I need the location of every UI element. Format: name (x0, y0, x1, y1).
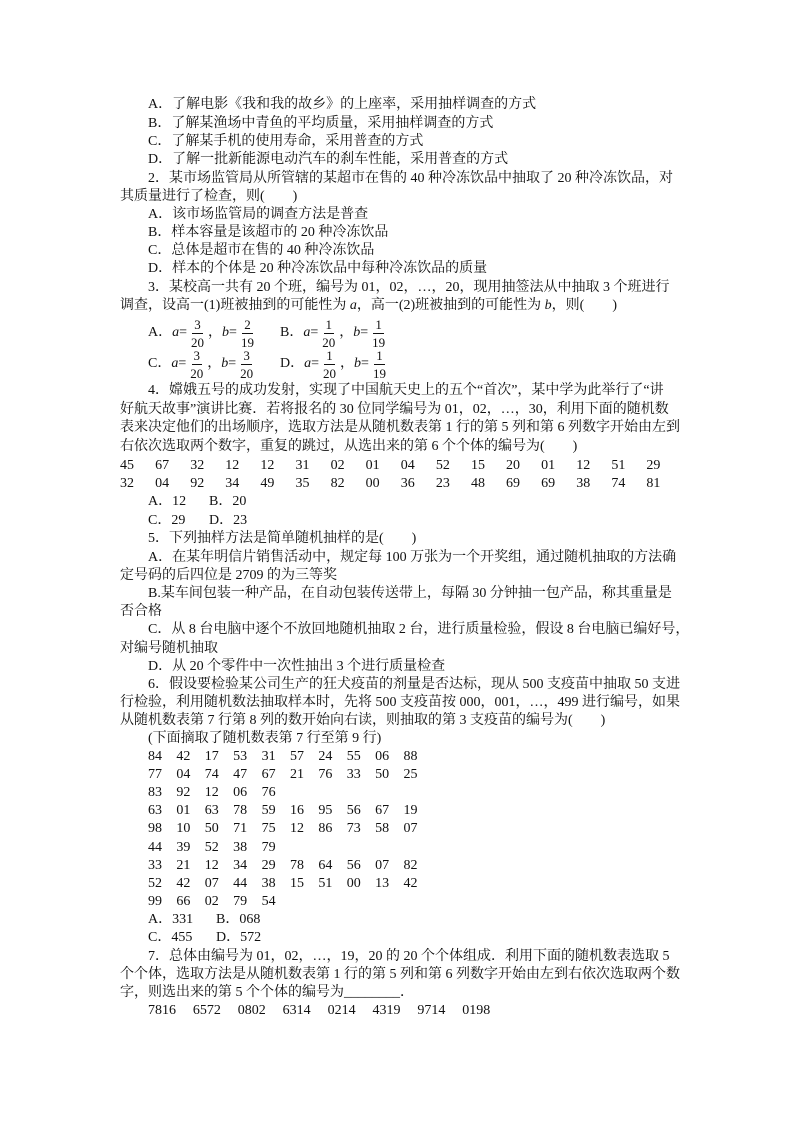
random-number: 04 (155, 476, 170, 491)
denominator: 19 (372, 365, 386, 381)
denominator: 19 (240, 334, 254, 350)
equals-sign: = (360, 325, 369, 340)
q6-option-c: C．455 (148, 930, 193, 945)
random-number: 32 (190, 458, 205, 473)
random-number: 56 (346, 857, 361, 873)
random-number: 42 (403, 875, 418, 891)
random-number: 4319 (372, 1003, 401, 1018)
q6-option-a: A．331 (148, 912, 194, 927)
q5-option-a-cont: 定号码的后四位是 2709 的为三等奖 (120, 568, 337, 583)
random-table-row (148, 875, 432, 893)
equals-sign: = (228, 356, 237, 371)
random-number: 01 (365, 458, 380, 473)
random-number: 63 (204, 803, 219, 819)
q5-option-a: A．在某年明信片销售活动中，规定每 100 万张为一个开奖组，通过随机抽取的方法确 (148, 550, 677, 565)
random-number: 33 (346, 767, 361, 783)
random-number: 31 (295, 458, 310, 473)
random-table-row (148, 802, 432, 820)
q3-option-d (280, 345, 390, 383)
random-number: 51 (611, 458, 626, 473)
random-number: 49 (260, 476, 275, 491)
numerator: 3 (243, 347, 250, 363)
equals-sign: = (178, 356, 187, 371)
numerator: 1 (375, 316, 382, 332)
random-number: 82 (403, 857, 418, 873)
random-number: 25 (403, 767, 418, 783)
random-number: 53 (233, 749, 248, 764)
numerator: 1 (326, 347, 333, 363)
random-number: 04 (176, 767, 191, 783)
random-number: 54 (261, 893, 276, 909)
random-number: 04 (400, 458, 415, 473)
random-number: 74 (204, 767, 219, 783)
q5-stem-line: 5．下列抽样方法是简单随机抽样的是( ) (148, 531, 417, 546)
equals-sign: = (311, 356, 320, 371)
random-number: 50 (375, 767, 390, 783)
random-number: 63 (148, 803, 162, 819)
random-number: 56 (346, 803, 361, 819)
option-label: D． (280, 356, 305, 371)
random-table-row (148, 1002, 507, 1020)
q3-stem-line: 3．某校高一共有 20 个班，编号为 01，02，…，20，现用抽签法从中抽取 3 个班进行 (148, 280, 670, 295)
random-number: 58 (375, 821, 390, 837)
q5-option-c: C．从 8 台电脑中逐个不放回地随机抽取 2 台，进行质量检验，假设 8 台电脑已编好号， (148, 622, 690, 637)
q4-stem-line: 右依次选取两个数字，重复的跳过，从选出来的第 6 个个体的编号为( ) (120, 439, 578, 454)
random-number: 9714 (417, 1003, 446, 1018)
random-number: 38 (576, 476, 591, 491)
random-number: 29 (646, 458, 661, 473)
random-number: 29 (261, 857, 276, 873)
equals-sign: = (229, 325, 237, 340)
random-number: 59 (261, 803, 276, 819)
random-number: 12 (225, 458, 240, 473)
random-number: 35 (295, 476, 310, 491)
random-table-row (148, 784, 290, 802)
random-table-row (148, 748, 432, 766)
random-table-row (148, 893, 290, 911)
denominator: 19 (372, 334, 386, 350)
q4-option-a: A．12 (148, 494, 187, 509)
equals-sign: = (310, 325, 319, 340)
random-table-row (148, 820, 432, 838)
fraction (371, 347, 388, 382)
random-number: 13 (375, 875, 390, 891)
random-number: 78 (289, 857, 304, 873)
random-table-row (120, 475, 682, 493)
random-number: 34 (225, 476, 240, 491)
random-number: 83 (148, 785, 162, 801)
variable-b: b (544, 298, 552, 313)
random-number: 07 (204, 875, 219, 891)
random-number: 71 (233, 821, 248, 837)
denominator: 20 (322, 334, 336, 350)
numerator: 1 (376, 347, 383, 363)
random-number: 07 (375, 857, 390, 873)
random-table-row (148, 839, 290, 857)
q5-option-c-cont: 对编号随机抽取 (120, 641, 218, 656)
random-number: 39 (176, 839, 191, 855)
random-number: 6572 (192, 1003, 221, 1018)
random-number: 24 (318, 749, 333, 764)
option-label: B． (280, 325, 304, 340)
stem-text: ，高一(2)班被抽到的可能性为 (356, 298, 545, 313)
random-number: 12 (289, 821, 304, 837)
random-number: 16 (289, 803, 304, 819)
q2-stem-line: 其质量进行了检查，则( ) (120, 189, 298, 204)
random-number: 44 (233, 875, 248, 891)
random-number: 20 (506, 458, 521, 473)
random-number: 01 (176, 803, 191, 819)
separator: ， (340, 356, 355, 371)
random-number: 82 (330, 476, 345, 491)
random-table-row (148, 766, 432, 784)
q4-option-d: D．23 (209, 513, 248, 528)
fraction (188, 347, 205, 382)
random-number: 02 (330, 458, 345, 473)
option-label: C． (148, 356, 172, 371)
random-number: 44 (148, 839, 162, 855)
random-number: 76 (318, 767, 333, 783)
q5-option-b-cont: 否合格 (120, 604, 162, 619)
denominator: 20 (191, 334, 205, 350)
q7-stem-line: 个个体，选取方法是从随机数表第 1 行的第 5 列和第 6 列数字开始由左到右依次选取两个数 (120, 967, 680, 982)
q1-option-a: A．了解电影《我和我的故乡》的上座率，采用抽样调查的方式 (148, 97, 537, 112)
random-number: 88 (403, 749, 418, 764)
q7-stem-line: 字，则选出来的第 5 个个体的编号为________． (120, 985, 414, 1000)
q5-option-b: B.某车间包装一种产品，在自动包装传送带上，每隔 30 分钟抽一包产品，称其重量是 (148, 586, 672, 601)
random-number: 67 (261, 767, 276, 783)
q6-stem-line: 行检验，利用随机数法抽取样本时，先将 500 支疫苗按 000，001，…，499 进行编号，如果 (120, 695, 680, 710)
q6-table-note: (下面摘取了随机数表第 7 行至第 9 行) (148, 731, 382, 746)
random-number: 15 (470, 458, 485, 473)
random-number: 00 (365, 476, 380, 491)
q3-option-c (148, 345, 257, 383)
numerator: 3 (194, 316, 201, 332)
random-number: 34 (233, 857, 248, 873)
q3-stem-line (120, 297, 617, 315)
random-number: 21 (289, 767, 304, 783)
random-number: 42 (176, 749, 191, 764)
random-number: 86 (318, 821, 333, 837)
variable-b: b (221, 356, 229, 371)
option-label: A． (148, 325, 173, 340)
random-number: 95 (318, 803, 333, 819)
random-number: 66 (176, 893, 191, 909)
random-number: 98 (148, 821, 162, 837)
fraction (321, 347, 338, 382)
random-number: 32 (120, 476, 134, 491)
q2-option-d: D．样本的个体是 20 种冷冻饮品中每种冷冻饮品的质量 (148, 261, 488, 276)
random-number: 23 (435, 476, 450, 491)
random-number: 15 (289, 875, 304, 891)
random-number: 42 (176, 875, 191, 891)
q1-option-c: C．了解某手机的使用寿命，采用普查的方式 (148, 134, 424, 149)
numerator: 3 (193, 347, 200, 363)
q5-option-d: D．从 20 个零件中一次性抽出 3 个进行质量检查 (148, 659, 446, 674)
q1-option-b: B．了解某渔场中青鱼的平均质量，采用抽样调查的方式 (148, 116, 494, 131)
random-number: 0802 (237, 1003, 266, 1018)
q6-option-b: B．068 (216, 912, 261, 927)
random-number: 74 (611, 476, 626, 491)
random-number: 50 (204, 821, 219, 837)
fraction (238, 347, 255, 382)
random-number: 69 (506, 476, 521, 491)
random-number: 67 (155, 458, 170, 473)
random-number: 00 (346, 875, 361, 891)
random-number: 06 (233, 785, 248, 801)
variable-b: b (222, 325, 230, 340)
equals-sign: = (361, 356, 369, 371)
random-number: 02 (204, 893, 219, 909)
random-number: 0198 (462, 1003, 491, 1018)
variable-b: b (354, 356, 362, 371)
random-number: 79 (233, 893, 248, 909)
denominator: 20 (240, 365, 254, 381)
random-number: 38 (261, 875, 276, 891)
separator: ， (207, 356, 222, 371)
random-number: 12 (576, 458, 591, 473)
random-number: 78 (233, 803, 248, 819)
q7-stem-line: 7．总体由编号为 01，02，…，19，20 的 20 个个体组成．利用下面的随机数表选取 5 (148, 949, 670, 964)
random-number: 81 (646, 476, 661, 491)
q2-option-a: A．该市场监管局的调查方法是普查 (148, 207, 369, 222)
random-number: 19 (403, 803, 418, 819)
random-number: 99 (148, 893, 162, 909)
random-number: 79 (261, 839, 276, 855)
random-number: 55 (346, 749, 361, 764)
random-number: 45 (120, 458, 134, 473)
variable-a: a (303, 325, 311, 340)
q4-stem-line: 好航天故事”演讲比赛．若将报名的 30 位同学编号为 01，02，…，30，利用下面的随机数 (120, 402, 669, 417)
q2-option-b: B．样本容量是该超市的 20 种冷冻饮品 (148, 225, 389, 240)
variable-a: a (171, 356, 179, 371)
q6-option-d: D．572 (216, 930, 262, 945)
q1-option-d: D．了解一批新能源电动汽车的刹车性能，采用普查的方式 (148, 152, 509, 167)
random-number: 75 (261, 821, 276, 837)
random-number: 12 (204, 857, 219, 873)
numerator: 2 (244, 316, 251, 332)
random-number: 67 (375, 803, 390, 819)
random-number: 38 (233, 839, 248, 855)
equals-sign: = (179, 325, 188, 340)
separator: ， (208, 325, 223, 340)
random-number: 52 (204, 839, 219, 855)
variable-a: a (304, 356, 312, 371)
random-number: 64 (318, 857, 333, 873)
q4-option-c: C．29 (148, 513, 186, 528)
random-number: 52 (435, 458, 450, 473)
denominator: 20 (323, 365, 337, 381)
variable-b: b (353, 325, 361, 340)
q4-stem-line: 4．嫦娥五号的成功发射，实现了中国航天史上的五个“首次”，某中学为此举行了“讲 (148, 383, 664, 398)
random-table-row (120, 457, 682, 475)
random-number: 51 (318, 875, 333, 891)
variable-a: a (349, 298, 357, 313)
random-number: 57 (289, 749, 304, 764)
random-number: 47 (233, 767, 248, 783)
random-table-row (148, 857, 432, 875)
random-number: 21 (176, 857, 191, 873)
denominator: 20 (190, 365, 204, 381)
random-number: 77 (148, 767, 162, 783)
random-number: 01 (541, 458, 556, 473)
q6-stem-line: 从随机数表第 7 行第 8 列的数开始向右读，则抽取的第 3 支疫苗的编号为( ) (120, 713, 606, 728)
random-number: 73 (346, 821, 361, 837)
random-number: 07 (403, 821, 418, 837)
random-number: 10 (176, 821, 191, 837)
random-number: 36 (400, 476, 415, 491)
random-number: 6314 (282, 1003, 311, 1018)
q4-option-b: B．20 (209, 494, 247, 509)
random-number: 92 (176, 785, 191, 801)
q2-option-c: C．总体是超市在售的 40 种冷冻饮品 (148, 243, 375, 258)
stem-text: 调查，设高一(1)班被抽到的可能性为 (120, 298, 350, 313)
q4-stem-line: 表来决定他们的出场顺序，选取方法是从随机数表第 1 行的第 5 列和第 6 列数字开始由左到 (120, 420, 680, 435)
random-number: 06 (375, 749, 390, 764)
random-number: 12 (260, 458, 275, 473)
q6-stem-line: 6．假设要检验某公司生产的狂犬疫苗的剂量是否达标，现从 500 支疫苗中抽取 50 支进 (148, 677, 680, 692)
random-number: 69 (541, 476, 556, 491)
random-number: 52 (148, 875, 162, 891)
random-number: 17 (204, 749, 219, 764)
random-number: 48 (470, 476, 485, 491)
random-number: 31 (261, 749, 276, 764)
separator: ， (339, 325, 354, 340)
random-number: 76 (261, 785, 276, 801)
random-number: 84 (148, 749, 162, 764)
random-number: 7816 (148, 1003, 176, 1018)
random-number: 0214 (327, 1003, 356, 1018)
q2-stem-line: 2．某市场监管局从所管辖的某超市在售的 40 种冷冻饮品中抽取了 20 种冷冻饮品，对 (148, 171, 673, 186)
random-number: 12 (204, 785, 219, 801)
stem-text: ，则( ) (551, 298, 617, 313)
variable-a: a (172, 325, 180, 340)
random-number: 92 (190, 476, 205, 491)
numerator: 1 (325, 316, 332, 332)
random-number: 33 (148, 857, 162, 873)
